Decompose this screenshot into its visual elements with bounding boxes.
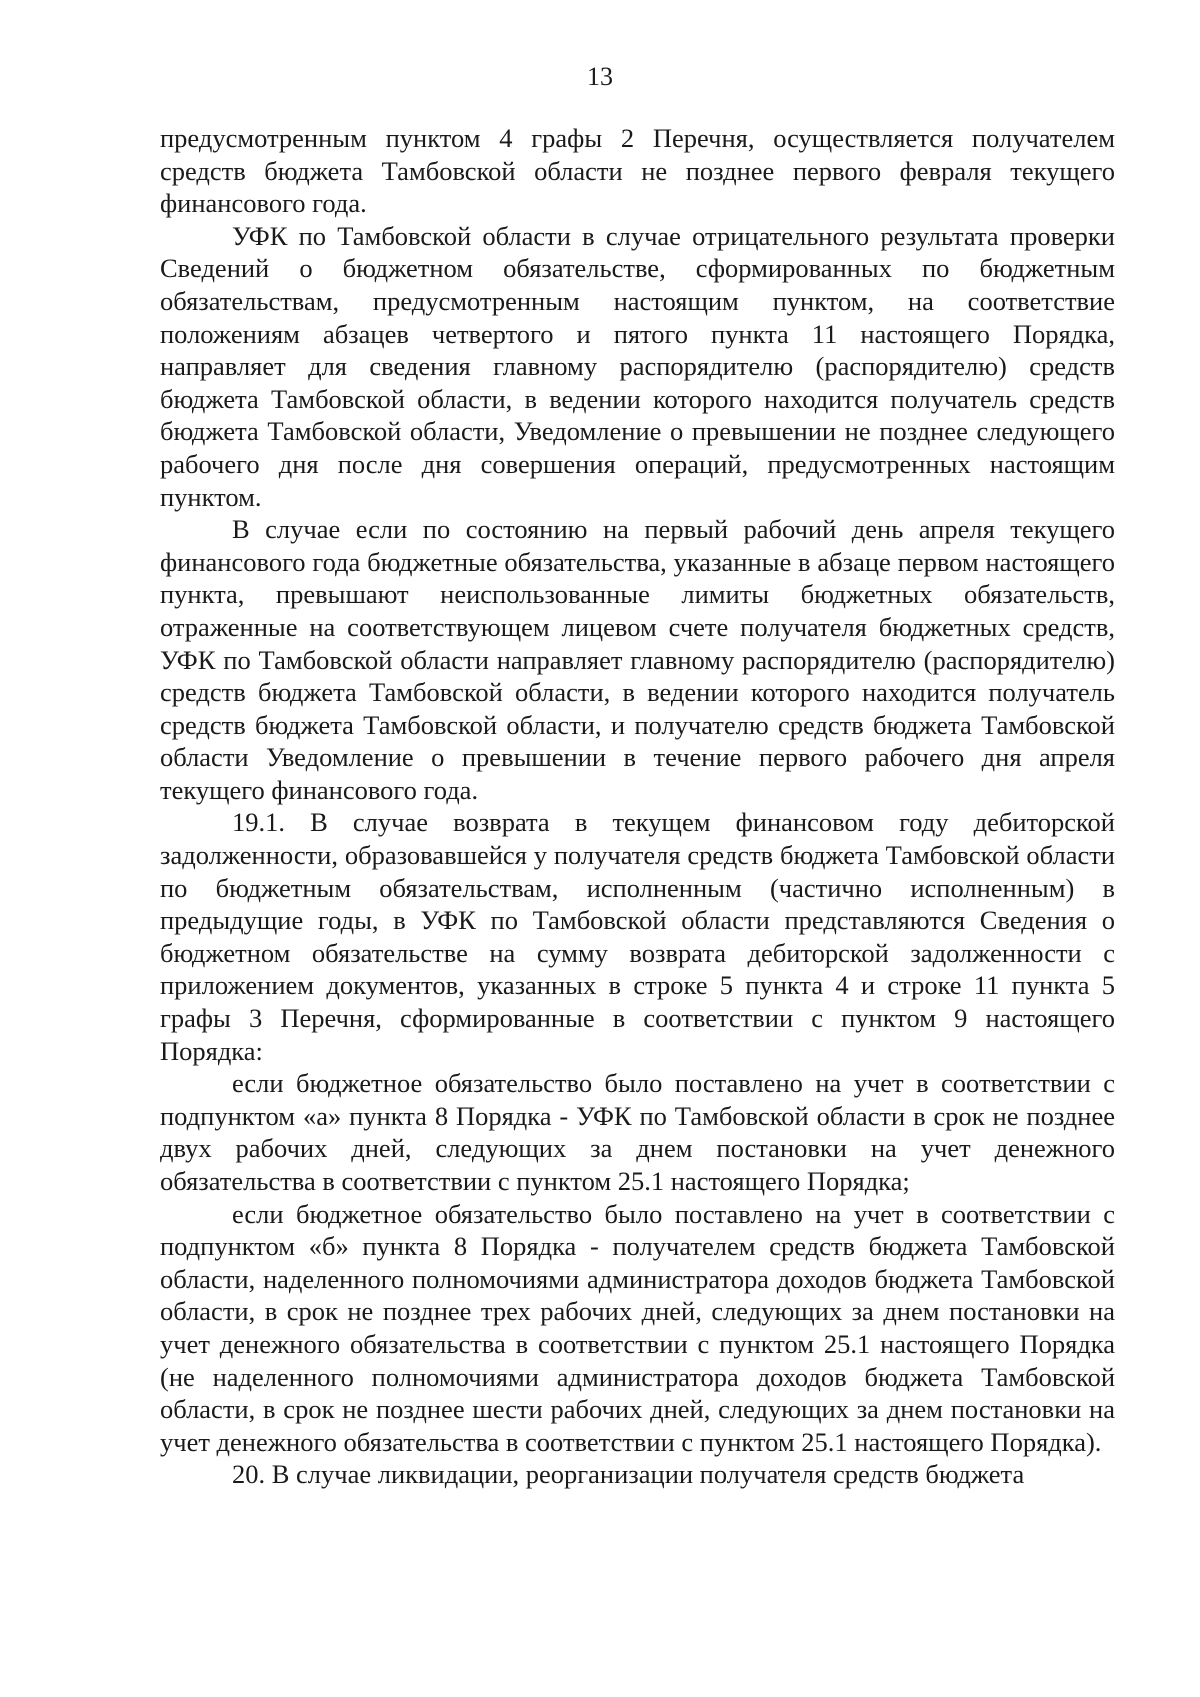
paragraph-continuation: предусмотренным пунктом 4 графы 2 Перечня, осуществляется получателем средств бюджета Тамбовской области не позднее первого февраля текущего финансового года.: [160, 123, 1115, 219]
paragraph-ufk-negative-check: УФК по Тамбовской области в случае отрицательного результата проверки Сведений о бюджетном обязательстве, сформированных по бюджетным обязательствам, предусмотренным настоящим пунктом, на соответствие положениям абзацев четвертого и пятого пункта 11 настоящего Порядка, направляет для сведения главному распорядителю (распорядителю) средств бюджета Тамбовской области, в ведении которого находится получатель средств бюджета Тамбовской области, Уведомление о превышении не позднее следующего рабочего дня после дня совершения операций, предусмотренных настоящим пунктом.: [160, 220, 1115, 512]
document-body: [160, 122, 1115, 1491]
paragraph-19-1: 19.1. В случае возврата в текущем финансовом году дебиторской задолженности, образовавшейся у получателя средств бюджета Тамбовской области по бюджетным обязательствам, исполненным (частично исполненным) в предыдущие годы, в УФК по Тамбовской области представляются Сведения о бюджетном обязательстве на сумму возврата дебиторской задолженности с приложением документов, указанных в строке 5 пункта 4 и строке 11 пункта 5 графы 3 Перечня, сформированные в соответствии с пунктом 9 настоящего Порядка:: [160, 807, 1115, 1066]
paragraph-subitem-a: если бюджетное обязательство было поставлено на учет в соответствии с подпунктом «а» пункта 8 Порядка - УФК по Тамбовской области в срок не позднее двух рабочих дней, следующих за днем постановки на учет денежного обязательства в соответствии с пунктом 25.1 настоящего Порядка;: [160, 1068, 1115, 1196]
paragraph-subitem-b: если бюджетное обязательство было поставлено на учет в соответствии с подпунктом «б» пункта 8 Порядка - получателем средств бюджета Тамбовской области, наделенного полномочиями администратора доходов бюджета Тамбовской области, в срок не позднее трех рабочих дней, следующих за днем постановки на учет денежного обязательства в соответствии с пунктом 25.1 настоящего Порядка (не наделенного полномочиями администратора доходов бюджета Тамбовской области, в срок не позднее шести рабочих дней, следующих за днем постановки на учет денежного обязательства в соответствии с пунктом 25.1 настоящего Порядка).: [160, 1198, 1115, 1457]
paragraph-20: 20. В случае ликвидации, реорганизации получателя средств бюджета: [232, 1459, 1025, 1490]
paragraph-april-excess: В случае если по состоянию на первый рабочий день апреля текущего финансового года бюджетные обязательства, указанные в абзаце первом настоящего пункта, превышают неиспользованные лимиты бюджетных обязательств, отраженные на соответствующем лицевом счете получателя бюджетных средств, УФК по Тамбовской области направляет главному распорядителю (распорядителю) средств бюджета Тамбовской области, в ведении которого находится получатель средств бюджета Тамбовской области, и получателю средств бюджета Тамбовской области Уведомление о превышении в течение первого рабочего дня апреля текущего финансового года.: [160, 514, 1115, 805]
page-number: 13: [587, 62, 613, 91]
